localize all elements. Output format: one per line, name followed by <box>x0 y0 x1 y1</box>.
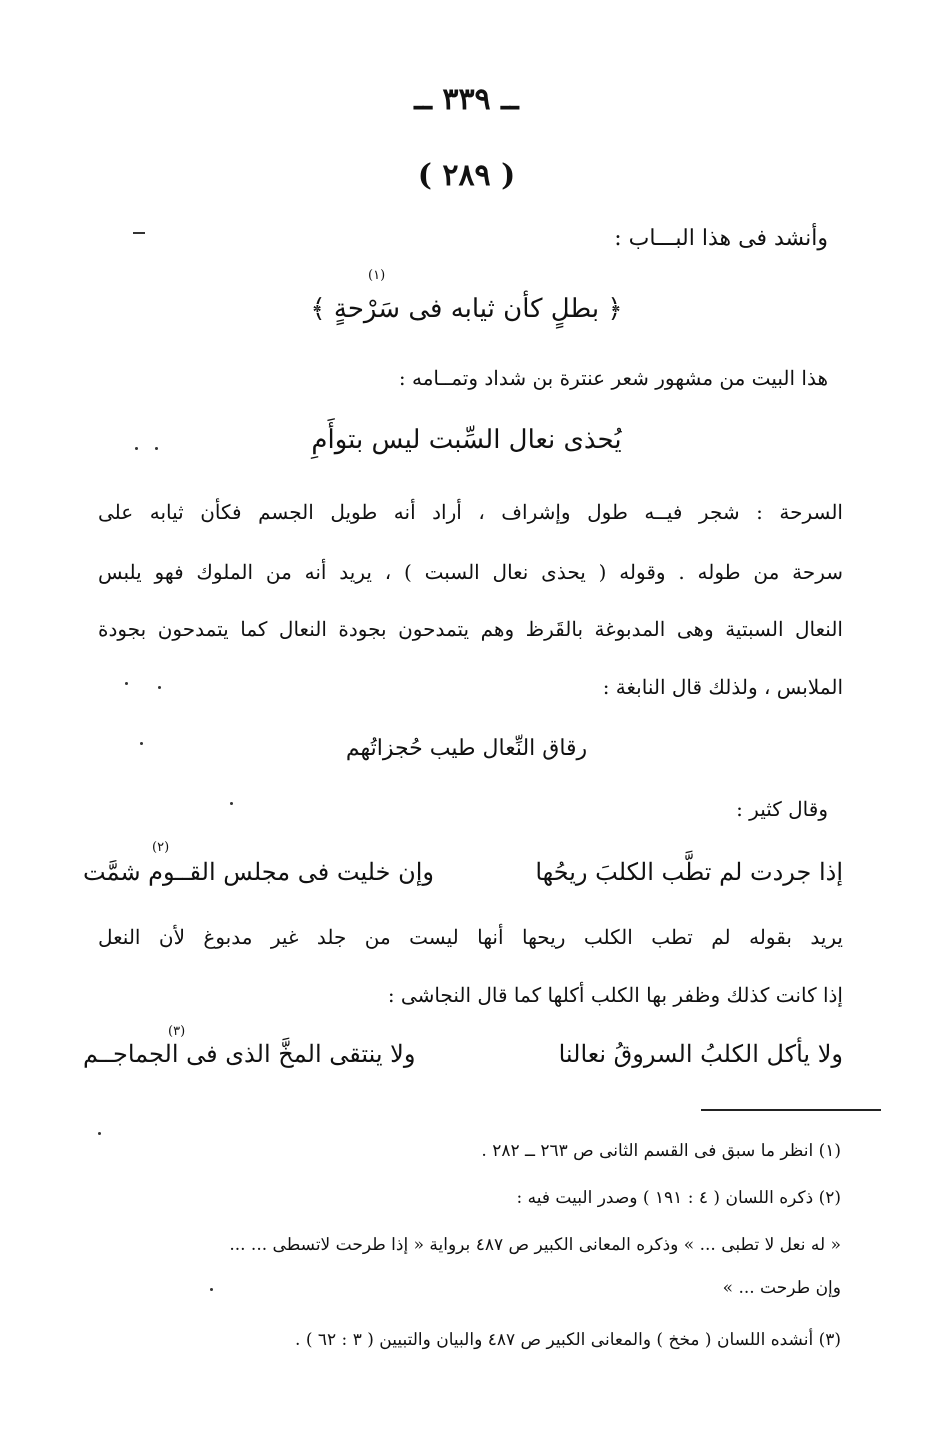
quoted-hemistich <box>0 294 933 324</box>
kuthayyir-verse-first: إذا جردت لم تطَّب الكلبَ ريحُها <box>535 858 843 886</box>
footnote-2-quote: « له نعل لا تطبى ... » وذكره المعانى الكبير ص ٤٨٧ برواية « إذا طرحت لاتسطى ... ... <box>229 1235 841 1255</box>
footnote-divider <box>701 1109 881 1111</box>
intro-line: وأنشد فى هذا البـــاب : <box>614 226 828 251</box>
scan-speck <box>230 802 233 805</box>
explanation-line-3: النعال السبتية وهى المدبوغة بالقَرظ وهم يتمدحون بجودة النعال كما يتمدحون بجودة <box>98 617 843 641</box>
commentary-line-2: إذا كانت كذلك وظفر بها الكلب أكلها كما قال النجاشى : <box>387 983 843 1007</box>
scan-speck <box>135 447 138 450</box>
najashi-verse <box>83 1040 843 1068</box>
nabigha-verse: رقاق النِّعال طيب حُجزاتُهم <box>345 736 588 761</box>
page-number: ــ ٣٣٩ ــ <box>414 82 519 117</box>
kuthayyir-intro: وقال كثير : <box>736 797 828 821</box>
footnote-2-quote-end: وإن طرحت ... » <box>722 1278 841 1298</box>
verse-completion: يُحذى نعال السِّبت ليس بتوأَمِ <box>311 425 622 455</box>
commentary-line-1: يريد بقوله لم تطب الكلب ريحها أنها ليست من جلد غير مدبوغ لأن النعل <box>98 925 843 949</box>
quoted-hemistich-text: ﴿ بطلٍ كأن ثيابه فى سَرْحةٍ ﴾ <box>310 294 623 324</box>
explanation-line-4: الملابس ، ولذلك قال النابغة : <box>602 675 843 699</box>
footnote-3: (٣) أنشده اللسان ( مخخ ) والمعانى الكبير ص ٤٨٧ والبيان والتبيين ( ٣ : ٦٢ ) . <box>295 1330 841 1350</box>
kuthayyir-verse-second: وإن خليت فى مجلس القــوم شمَّت <box>83 858 434 886</box>
scan-speck <box>158 686 161 689</box>
footnote-2: (٢) ذكره اللسان ( ٤ : ١٩١ ) وصدر البيت فيه : <box>516 1188 841 1208</box>
najashi-verse-first: ولا يأكل الكلبُ السروقُ نعالنا <box>558 1040 843 1068</box>
najashi-verse-second: ولا ينتقى المخَّ الذى فى الجماجــم <box>83 1040 416 1068</box>
entry-number: ( ٢٨٩ ) <box>417 158 516 193</box>
scan-speck <box>140 742 143 745</box>
scan-speck <box>210 1288 213 1291</box>
scan-speck <box>133 232 145 234</box>
scan-speck <box>155 447 158 450</box>
explanation-line-2: سرحة من طوله . وقوله ( يحذى نعال السبت ) ، يريد أنه من الملوك فهو يلبس <box>98 560 843 584</box>
scan-speck <box>125 682 128 685</box>
scan-speck <box>98 1132 101 1135</box>
explanation-line-1: السرحة : شجر فيــه طول وإشراف ، أراد أنه طويل الجسم فكأن ثيابه على <box>98 500 843 524</box>
attribution-line: هذا البيت من مشهور شعر عنترة بن شداد وتمــامه : <box>398 366 828 390</box>
footnote-marker-1: (١) <box>368 268 386 283</box>
kuthayyir-verse <box>83 858 843 886</box>
footnote-marker-2: (٢) <box>152 840 170 855</box>
footnote-marker-3: (٣) <box>168 1024 186 1039</box>
footnote-1: (١) انظر ما سبق فى القسم الثانى ص ٢٦٣ ــ ٢٨٢ . <box>481 1141 841 1161</box>
